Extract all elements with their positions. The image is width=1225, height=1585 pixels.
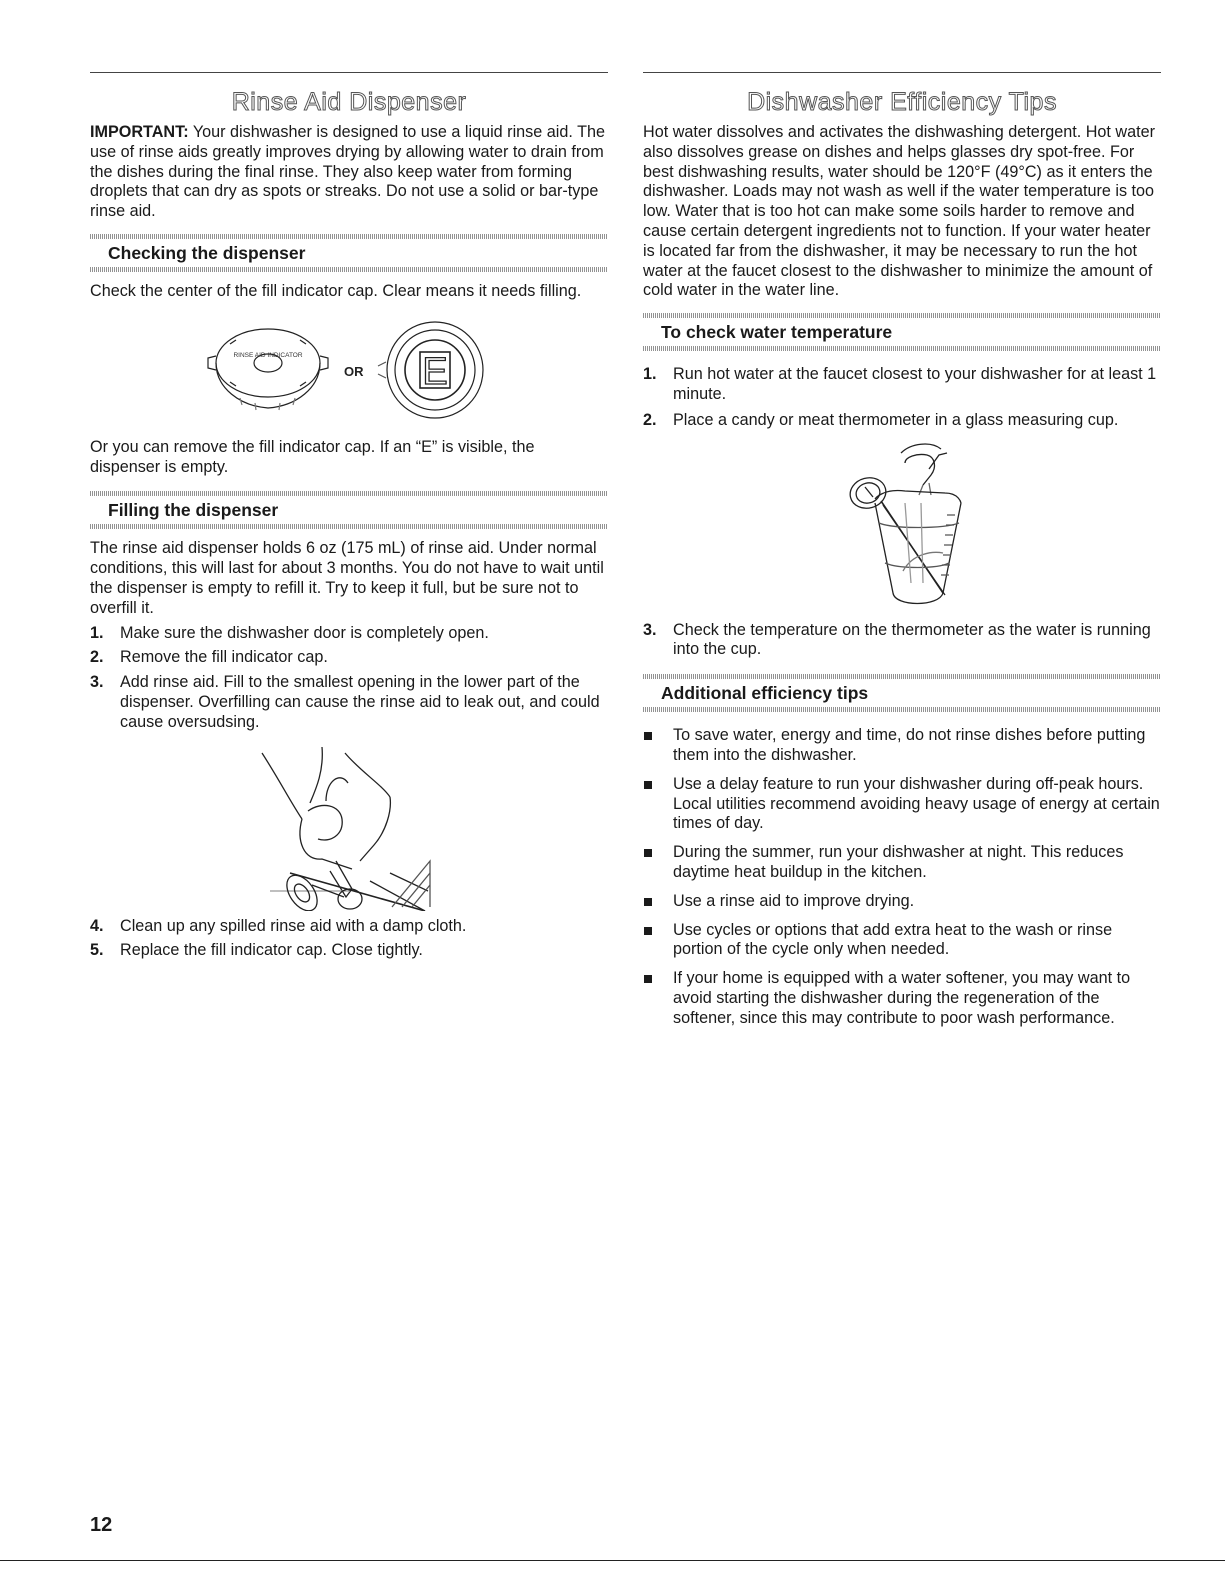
step-text: Check the temperature on the thermometer as the water is running into the cup. bbox=[673, 620, 1151, 659]
step-text: Run hot water at the faucet closest to your dishwasher for at least 1 minute. bbox=[673, 365, 1157, 403]
filling-text: The rinse aid dispenser holds 6 oz (175 mL) of rinse aid. Under normal conditions, this will last for about 3 months. You do not have to wait until the dispenser is empty to refill it. Try to keep it full, but be sure not to overfill it. bbox=[90, 539, 604, 617]
list-item bbox=[90, 917, 608, 937]
step-text: Make sure the dishwasher door is completely open. bbox=[120, 623, 489, 642]
additional-heading: Additional efficiency tips bbox=[661, 683, 869, 704]
list-item bbox=[643, 843, 1161, 883]
step-number: 3. bbox=[643, 620, 657, 639]
step-number: 4. bbox=[90, 916, 104, 935]
filling-steps-b bbox=[90, 917, 608, 962]
step-number: 1. bbox=[643, 365, 657, 384]
list-item bbox=[643, 365, 1161, 405]
list-item bbox=[90, 624, 608, 644]
tip-text: If your home is equipped with a water softener, you may want to avoid starting the dishwasher during the regeneration of the softener, since this may contribute to poor wash performance. bbox=[673, 969, 1131, 1027]
indicator-cap-illustration bbox=[208, 329, 328, 410]
dotted-rule bbox=[90, 491, 608, 496]
step-text: Replace the fill indicator cap. Close tightly. bbox=[120, 941, 423, 960]
step-text: Clean up any spilled rinse aid with a damp cloth. bbox=[120, 916, 467, 935]
bullet-icon bbox=[644, 849, 652, 857]
dotted-rule bbox=[643, 313, 1161, 318]
dotted-rule bbox=[90, 234, 608, 239]
bullet-icon bbox=[644, 927, 652, 935]
cap-text: RINSE AID INDICATOR bbox=[233, 351, 303, 359]
step-number: 2. bbox=[643, 410, 657, 429]
additional-heading-block bbox=[643, 674, 1161, 712]
list-item bbox=[643, 775, 1161, 834]
checking-text-2: Or you can remove the fill indicator cap. If an “E” is visible, the dispenser is empty. bbox=[90, 437, 535, 476]
tip-text: During the summer, run your dishwasher at night. This reduces daytime heat buildup in the kitchen. bbox=[673, 843, 1124, 881]
dotted-rule bbox=[643, 346, 1161, 351]
dotted-rule bbox=[90, 524, 608, 529]
e-letter: E bbox=[422, 350, 448, 393]
bullet-icon bbox=[644, 898, 652, 906]
tip-text: Use cycles or options that add extra heat to the wash or rinse portion of the cycle only when needed. bbox=[673, 920, 1113, 959]
section-title-efficiency: Dishwasher Efficiency Tips bbox=[747, 88, 1057, 116]
step-text: Remove the fill indicator cap. bbox=[120, 648, 328, 667]
left-column bbox=[90, 72, 608, 961]
efficiency-tips-list bbox=[643, 726, 1161, 1028]
intro-text: Your dishwasher is designed to use a liquid rinse aid. The use of rinse aids greatly improves drying by allowing water to drain from the dishes during the final rinse. They also keep water from forming droplets that can dry as spots or streaks. Do not use a solid or bar-type rinse aid. bbox=[90, 123, 605, 221]
filling-heading: Filling the dispenser bbox=[108, 500, 279, 521]
dispenser-e-illustration bbox=[378, 322, 483, 418]
list-item bbox=[643, 621, 1161, 661]
right-column bbox=[643, 72, 1161, 1029]
list-item bbox=[90, 941, 608, 961]
dotted-rule bbox=[90, 267, 608, 272]
page-number: 12 bbox=[90, 1514, 113, 1536]
step-text: Add rinse aid. Fill to the smallest opening in the lower part of the dispenser. Overfilling can cause the rinse aid to leak out, and could cause oversudsing. bbox=[120, 673, 600, 731]
rinse-aid-intro bbox=[90, 123, 608, 222]
section-rule bbox=[90, 72, 608, 73]
tip-text: Use a rinse aid to improve drying. bbox=[673, 891, 915, 910]
check-temp-steps-a bbox=[643, 365, 1161, 430]
step-number: 5. bbox=[90, 941, 104, 960]
or-label: OR bbox=[344, 363, 364, 379]
step-text: Place a candy or meat thermometer in a glass measuring cup. bbox=[673, 410, 1119, 429]
step-number: 2. bbox=[90, 648, 104, 667]
check-temp-heading: To check water temperature bbox=[661, 322, 893, 343]
list-item bbox=[90, 648, 608, 668]
important-label: IMPORTANT: bbox=[90, 123, 189, 141]
filling-heading-block bbox=[90, 491, 608, 529]
filling-steps-a bbox=[90, 624, 608, 733]
tip-text: To save water, energy and time, do not rinse dishes before putting them into the dishwasher. bbox=[673, 726, 1146, 764]
checking-text-1: Check the center of the fill indicator cap. Clear means it needs filling. bbox=[90, 281, 582, 300]
step-number: 1. bbox=[90, 623, 104, 642]
list-item bbox=[643, 969, 1161, 1028]
list-item bbox=[90, 673, 608, 732]
bullet-icon bbox=[644, 781, 652, 789]
tip-text: Use a delay feature to run your dishwasher during off-peak hours. Local utilities recommend avoiding heavy usage of energy at certain times of day. bbox=[673, 774, 1160, 833]
thermometer-illustration bbox=[643, 443, 1161, 613]
indicator-cap-figure bbox=[90, 318, 608, 428]
list-item bbox=[643, 726, 1161, 766]
section-title-rinse-aid: Rinse Aid Dispenser bbox=[231, 88, 467, 116]
checking-heading: Checking the dispenser bbox=[108, 242, 306, 263]
bullet-icon bbox=[644, 975, 652, 983]
section-rule bbox=[643, 72, 1161, 73]
check-temp-heading-block bbox=[643, 313, 1161, 351]
bottom-rule bbox=[0, 1560, 1225, 1561]
efficiency-intro: Hot water dissolves and activates the dishwashing detergent. Hot water also dissolves grease on dishes and helps glasses dry spot-free. For best dishwashing results, water should be 120°F (49°C) as it enters the dishwasher. Loads may not wash as well if the water temperature is too low. Water that is too hot can make some soils harder to remove and cause certain detergent ingredients not to function. If your water heater is located far from the dishwasher, it may be necessary to run the hot water at the faucet closest to the dishwasher to minimize the amount of cold water in the water line. bbox=[643, 123, 1155, 300]
dotted-rule bbox=[643, 674, 1161, 679]
checking-heading-block bbox=[90, 234, 608, 272]
step-number: 3. bbox=[90, 673, 104, 692]
list-item bbox=[643, 411, 1161, 431]
bullet-icon bbox=[644, 732, 652, 740]
list-item bbox=[643, 921, 1161, 961]
filling-illustration bbox=[90, 741, 608, 911]
check-temp-steps-b bbox=[643, 621, 1161, 661]
list-item bbox=[643, 892, 1161, 912]
dotted-rule bbox=[643, 707, 1161, 712]
